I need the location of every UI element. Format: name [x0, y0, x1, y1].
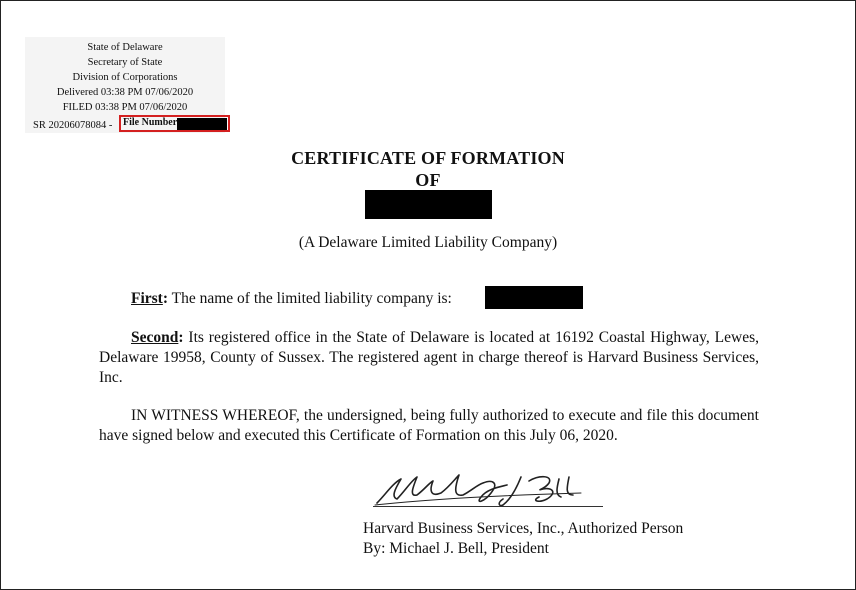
stamp-line-filed: FILED 03:38 PM 07/06/2020	[62, 102, 188, 113]
witness-clause	[99, 406, 759, 446]
first-lead: First	[131, 290, 163, 307]
second-clause: Second: Its registered office in the State of Delaware is located at 16192 Coastal Highway, Lewes, Delaware 19958, County of Sussex. The registered agent in charge thereof is Harvard Business Services, Inc.	[99, 329, 759, 386]
document-subtitle: (A Delaware Limited Liability Company)	[298, 234, 558, 251]
signature-image	[371, 469, 601, 511]
stamp-line-secretary: Secretary of State	[87, 57, 163, 68]
stamp-sr-number: SR 20206078084 -	[33, 120, 113, 131]
witness-text: IN WITNESS WHEREOF, the undersigned, being fully authorized to execute and file this document have signed below and executed this Certificate of Formation on this July 06, 2020.	[99, 407, 759, 444]
signer-block	[363, 519, 683, 559]
file-number-redaction	[177, 118, 227, 130]
first-text: The name of the limited liability company is:	[168, 290, 452, 307]
stamp-line-state: State of Delaware	[87, 42, 163, 53]
signer-line-2: By: Michael J. Bell, President	[363, 540, 549, 557]
file-number-label: File Number	[123, 117, 178, 128]
document-title-of: OF	[415, 170, 441, 190]
document-title: CERTIFICATE OF FORMATION	[291, 148, 565, 168]
first-clause: First: The name of the limited liability company is:	[131, 290, 452, 307]
second-lead: Second	[131, 329, 179, 346]
stamp-line-division: Division of Corporations	[72, 72, 178, 83]
stamp-line-delivered: Delivered 03:38 PM 07/06/2020	[56, 87, 194, 98]
signature-line	[373, 506, 603, 507]
first-company-name-redaction	[485, 286, 583, 309]
company-name-redaction	[365, 190, 492, 219]
signer-line-1: Harvard Business Services, Inc., Authorized Person	[363, 520, 684, 537]
second-text: Its registered office in the State of Delaware is located at 16192 Coastal Highway, Lewes, Delaware 19958, County of Sussex. The registered agent in charge thereof is Harvard Business Services, Inc.	[99, 329, 759, 386]
